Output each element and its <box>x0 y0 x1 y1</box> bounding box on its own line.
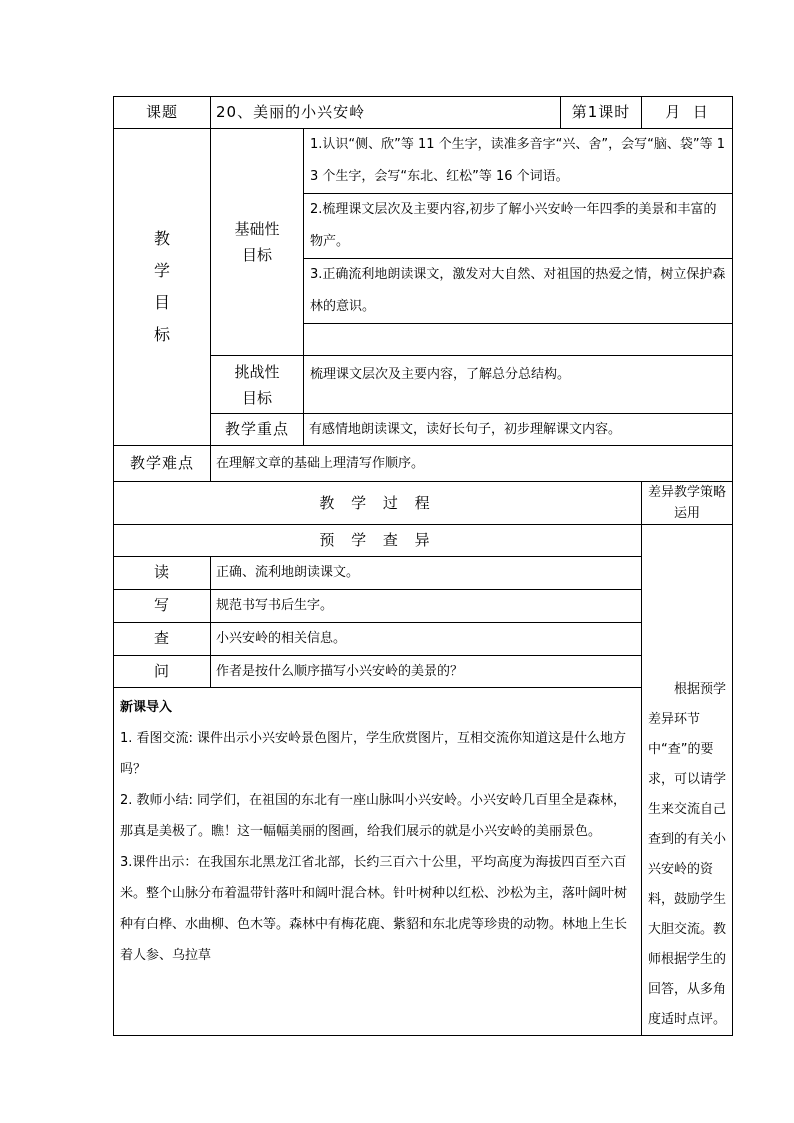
lesson-title: 20、美丽的小兴安岭 <box>211 97 561 129</box>
basic-goal-4-empty <box>304 324 733 356</box>
preview-label-ask: 问 <box>114 655 211 688</box>
teaching-goals-label <box>114 129 211 446</box>
preview-text-ask: 作者是按什么顺序描写小兴安岭的美景的？ <box>211 655 642 688</box>
basic-goal-1: 1.认识“侧、欣”等 11 个生字，读准多音字“兴、舍”，会写“脑、袋”等 13 个生字，会写“东北、红松”等 16 个词语。 <box>304 129 733 194</box>
basic-goal-label-line1: 基础性 <box>234 220 280 238</box>
lesson-plan-table <box>113 96 733 1036</box>
preview-label-read: 读 <box>114 556 211 589</box>
difficulty-row <box>114 446 733 482</box>
header-row <box>114 97 733 129</box>
intro-paragraph-1: 1. 看图交流: 课件出示小兴安岭景色图片，学生欣赏图片，互相交流你知道这是什么地方吗？ <box>120 731 627 778</box>
challenge-goal-label-line2: 目标 <box>241 388 272 407</box>
preview-header: 预 学 查 异 <box>114 525 642 557</box>
challenge-goal-label-line1: 挑战性 <box>234 362 280 381</box>
goal-char-4: 标 <box>153 325 170 344</box>
key-point-text: 有感情地朗读课文，读好长句子，初步理解课文内容。 <box>304 414 733 446</box>
preview-label-write: 写 <box>114 589 211 622</box>
preview-row-ask <box>114 655 733 688</box>
intro-row <box>114 688 733 1036</box>
preview-row-read <box>114 556 733 589</box>
strategy-header: 差异教学策略运用 <box>642 482 733 525</box>
basic-goal-label-line2: 目标 <box>241 246 272 264</box>
challenge-goal-text: 梳理课文层次及主要内容，了解总分总结构。 <box>304 356 733 414</box>
period-cell: 第1课时 <box>561 97 642 129</box>
basic-goal-2: 2.梳理课文层次及主要内容,初步了解小兴安岭一年四季的美景和丰富的物产。 <box>304 194 733 259</box>
preview-text-write: 规范书写书后生字。 <box>211 589 642 622</box>
intro-cell <box>114 688 642 1036</box>
goal-char-2: 学 <box>153 261 170 280</box>
strategy-cell <box>642 525 733 1036</box>
intro-paragraph-3: 3.课件出示：在我国东北黑龙江省北部，长约三百六十公里，平均高度为海拔四百至六百米。整个山脉分布着温带针落叶和阔叶混合林。针叶树种以红松、沙松为主，落叶阔叶树种有白桦、水曲柳、色木等。森林中有梅花鹿、紫貂和东北虎等珍贵的动物。林地上生长着人参、乌拉草 <box>120 855 628 964</box>
goal-row-1 <box>114 129 733 194</box>
preview-row-write <box>114 589 733 622</box>
preview-text-read: 正确、流利地朗读课文。 <box>211 556 642 589</box>
preview-text-check: 小兴安岭的相关信息。 <box>211 622 642 655</box>
process-header-row <box>114 482 733 525</box>
preview-label-check: 查 <box>114 622 211 655</box>
key-point-label: 教学重点 <box>211 414 304 446</box>
basic-goal-label <box>211 129 304 356</box>
preview-row-check <box>114 622 733 655</box>
challenge-goal-label <box>211 356 304 414</box>
topic-label: 课题 <box>114 97 211 129</box>
intro-paragraph-2: 2. 教师小结: 同学们，在祖国的东北有一座山脉叫小兴安岭。小兴安岭几百里全是森林，那真是美极了。瞧！这一幅幅美丽的图画，给我们展示的就是小兴安岭的美丽景色。 <box>120 793 627 840</box>
goal-char-3: 目 <box>153 293 170 312</box>
difficulty-text: 在理解文章的基础上理清写作顺序。 <box>211 446 733 482</box>
preview-header-row <box>114 525 733 557</box>
date-cell: 月 日 <box>642 97 733 129</box>
intro-heading: 新课导入 <box>120 700 173 716</box>
strategy-text: 根据预学差异环节中“查”的要求，可以请学生来交流自己查到的有关小兴安岭的资料，鼓励学生大胆交流。教师根据学生的回答，从多角度适时点评。 <box>648 682 727 1027</box>
goal-char-1: 教 <box>153 229 170 248</box>
basic-goal-3: 3.正确流利地朗读课文，激发对大自然、对祖国的热爱之情，树立保护森林的意识。 <box>304 259 733 324</box>
difficulty-label: 教学难点 <box>114 446 211 482</box>
process-header: 教 学 过 程 <box>114 482 642 525</box>
